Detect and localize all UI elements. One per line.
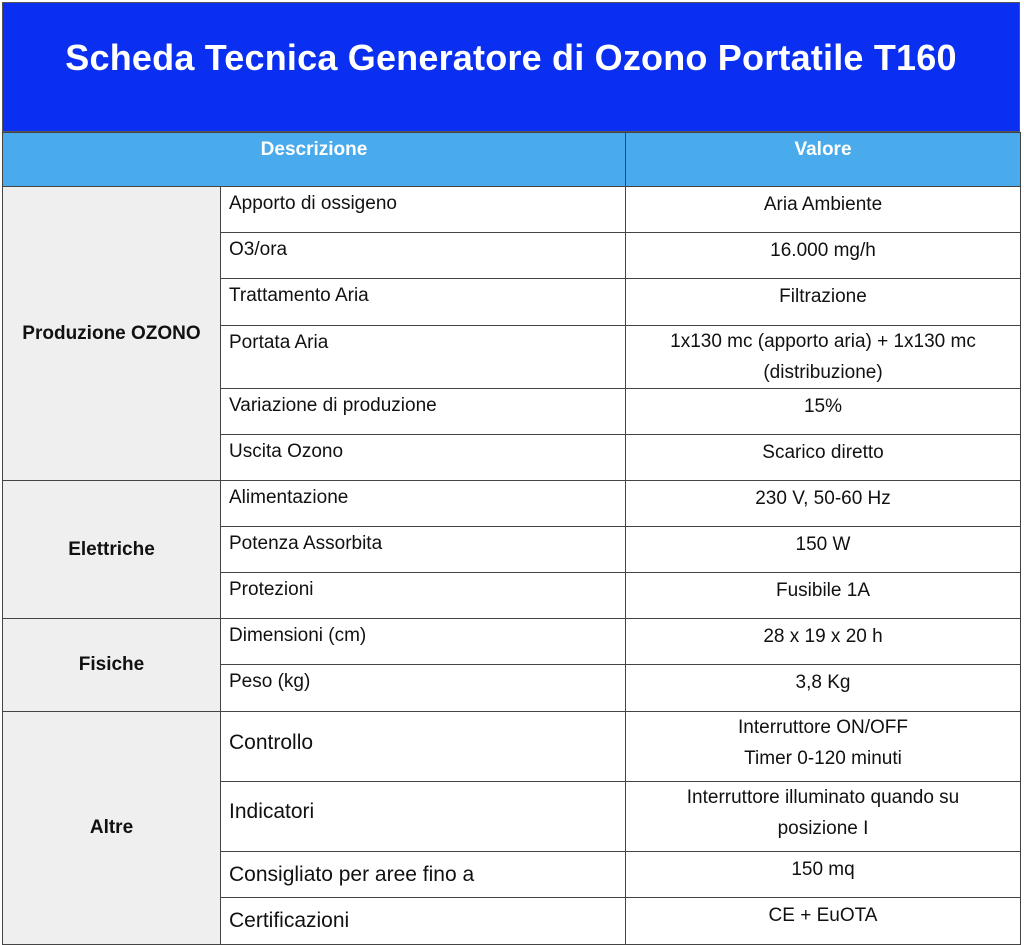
row-label: O3/ora [221,233,626,279]
spec-table [2,132,1021,945]
row-value [626,782,1021,852]
row-label: Apporto di ossigeno [221,187,626,233]
row-value: CE + EuOTA [626,898,1021,945]
group-label: Altre [89,817,134,838]
group-altre [3,712,221,945]
row-value [626,712,1021,782]
table-row [3,187,1021,233]
row-label: Alimentazione [221,481,626,527]
value-line: Interruttore ON/OFF [738,717,908,738]
row-label: Consigliato per aree fino a [221,852,626,898]
title-bar [2,2,1020,132]
row-label: Certificazioni [221,898,626,945]
group-label: Fisiche [78,654,145,675]
row-label: Potenza Assorbita [221,527,626,573]
group-label: Produzione OZONO [22,322,201,344]
spec-sheet [2,2,1020,945]
row-value: 16.000 mg/h [626,233,1021,279]
table-row [3,481,1021,527]
row-value: 230 V, 50-60 Hz [626,481,1021,527]
row-value: Scarico diretto [626,435,1021,481]
row-label: Indicatori [221,782,626,852]
row-value: 28 x 19 x 20 h [626,619,1021,665]
value-line: Timer 0-120 minuti [744,748,902,769]
group-fisiche [3,619,221,712]
row-label: Dimensioni (cm) [221,619,626,665]
value-line: (distribuzione) [763,362,883,383]
header-description: Descrizione [3,133,626,187]
group-elettriche [3,481,221,619]
table-row [3,712,1021,782]
value-line: 1x130 mc (apporto aria) + 1x130 mc [670,331,976,352]
header-value: Valore [626,133,1021,187]
group-label: Elettriche [68,538,155,560]
row-value: 150 W [626,527,1021,573]
row-value: 3,8 Kg [626,665,1021,712]
row-value [626,326,1021,389]
table-row [3,619,1021,665]
header-row [3,133,1021,187]
row-label: Protezioni [221,573,626,619]
row-label: Variazione di produzione [221,389,626,435]
row-value: 150 mq [626,852,1021,898]
row-value: 15% [626,389,1021,435]
row-value: Filtrazione [626,279,1021,326]
row-value: Fusibile 1A [626,573,1021,619]
row-label: Peso (kg) [221,665,626,712]
group-produzione-ozono [3,187,221,481]
row-label: Controllo [221,712,626,782]
value-line: posizione I [777,818,869,839]
sheet-title: Scheda Tecnica Generatore di Ozono Portatile T160 [65,37,957,78]
value-line: Interruttore illuminato quando su [686,787,960,808]
row-value: Aria Ambiente [626,187,1021,233]
row-label: Uscita Ozono [221,435,626,481]
row-label: Portata Aria [221,326,626,389]
row-label: Trattamento Aria [221,279,626,326]
